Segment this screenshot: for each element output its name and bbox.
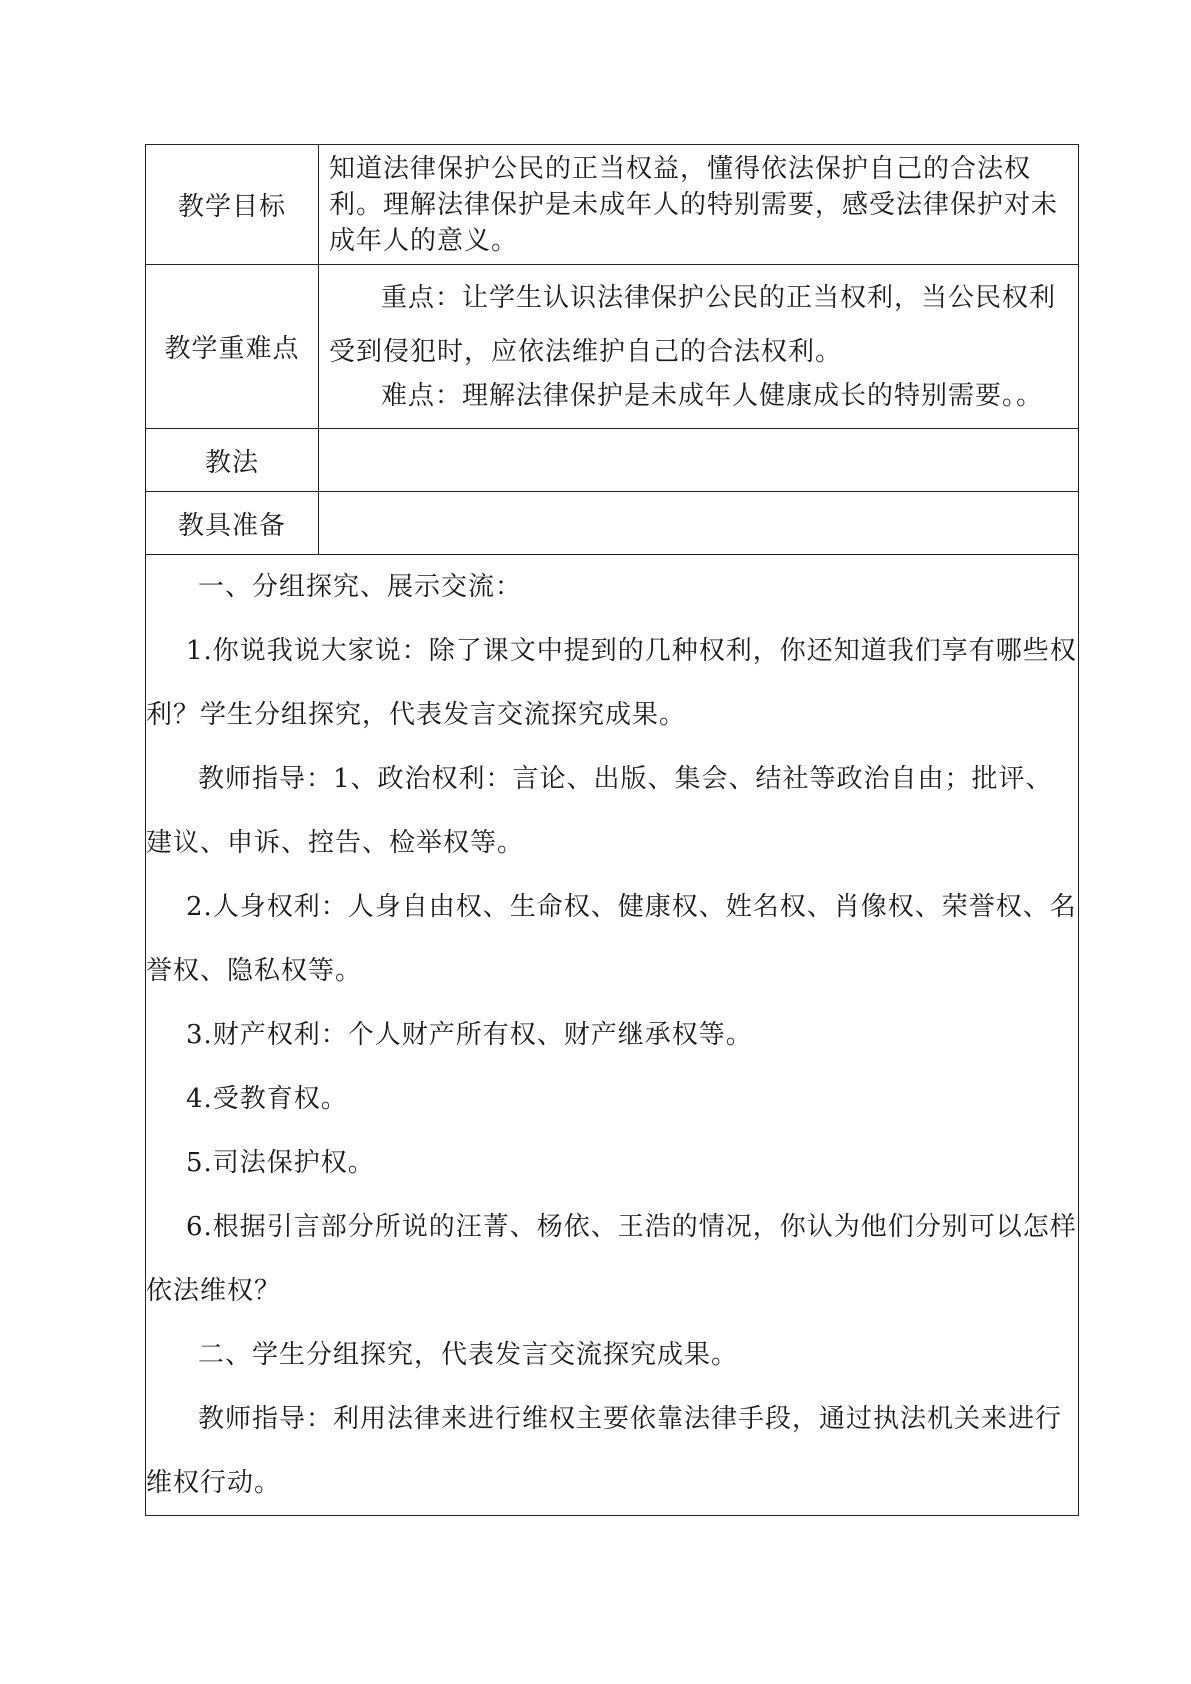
lesson-plan-table <box>145 144 1079 1516</box>
goal-text: 知道法律保护公民的正当权益，懂得依法保护自己的合法权利。理解法律保护是未成年人的特别需要，感受法律保护对未成年人的意义。 <box>329 153 1059 256</box>
process-paragraph: 6.根据引言部分所说的汪菁、杨依、王浩的情况，你认为他们分别可以怎样依法维权？ <box>146 1212 1077 1306</box>
tools-row <box>146 492 1079 555</box>
process-paragraph: 教师指导：1、政治权利：言论、出版、集会、结社等政治自由；批评、建议、申诉、控告、检举权等。 <box>146 764 1053 858</box>
difficult-point-line: 难点：理解法律保护是未成年人健康成长的特别需要。。 <box>381 380 1044 411</box>
method-label: 教法 <box>146 429 319 492</box>
goal-content <box>319 145 1079 265</box>
process-paragraph: 教师指导：利用法律来进行维权主要依靠法律手段，通过执法机关来进行维权行动。 <box>146 1404 1063 1498</box>
process-paragraph: 4.受教育权。 <box>186 1084 348 1114</box>
tools-value <box>319 492 1079 555</box>
process-paragraph: 2.人身权利：人身自由权、生命权、健康权、姓名权、肖像权、荣誉权、名誉权、隐私权等。 <box>146 892 1077 986</box>
key-point-line-2: 受到侵犯时，应依法维护自己的合法权利。 <box>329 336 843 367</box>
process-content <box>146 555 1079 1516</box>
process-row <box>146 555 1079 1516</box>
method-row <box>146 429 1079 492</box>
process-paragraph: 5.司法保护权。 <box>186 1148 375 1178</box>
key-point-line-1: 重点：让学生认识法律保护公民的正当权利，当公民权利 <box>381 282 1057 313</box>
key-points-content <box>319 265 1079 429</box>
process-paragraph: 1.你说我说大家说：除了课文中提到的几种权利，你还知道我们享有哪些权利？学生分组探究，代表发言交流探究成果。 <box>146 636 1077 730</box>
key-points-label: 教学重难点 <box>146 265 319 429</box>
process-paragraph: 一、分组探究、展示交流： <box>198 572 523 602</box>
tools-label: 教具准备 <box>146 492 319 555</box>
goal-label: 教学目标 <box>146 145 319 265</box>
goal-row <box>146 145 1079 265</box>
process-paragraph: 二、学生分组探究，代表发言交流探究成果。 <box>198 1340 739 1370</box>
method-value <box>319 429 1079 492</box>
process-paragraph: 3.财产权利：个人财产所有权、财产继承权等。 <box>186 1020 753 1050</box>
key-points-row <box>146 265 1079 429</box>
